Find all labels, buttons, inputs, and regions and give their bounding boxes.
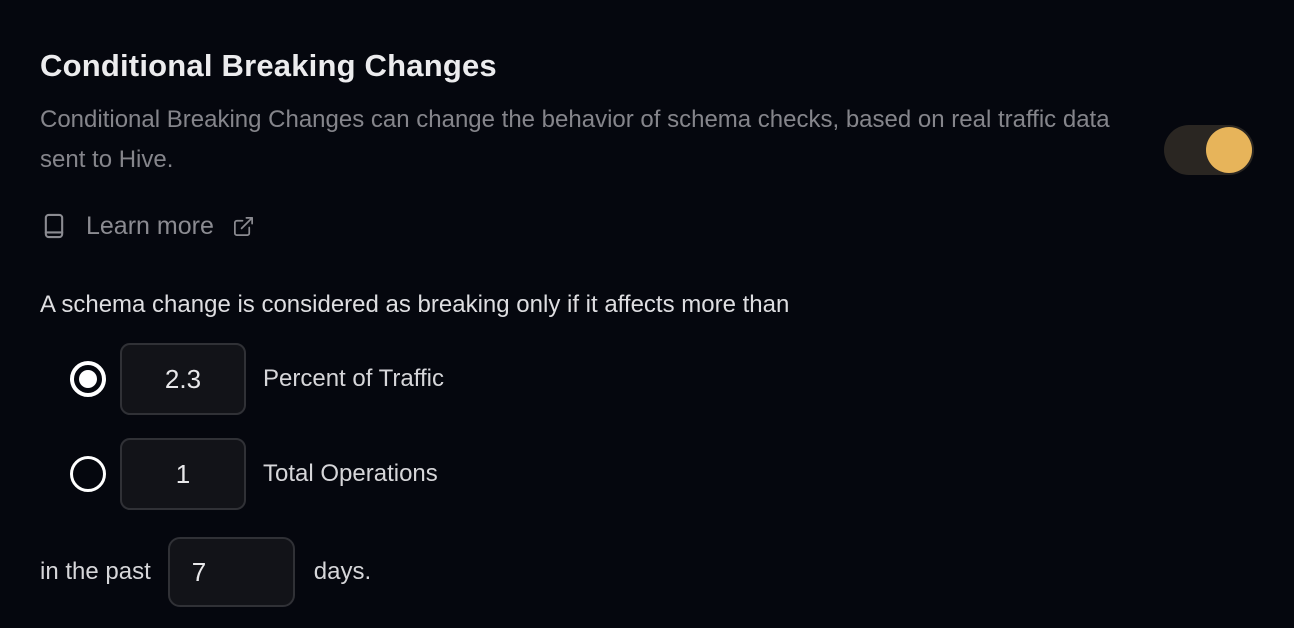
section-title: Conditional Breaking Changes xyxy=(40,48,497,83)
option-row-percent xyxy=(70,343,1254,415)
period-suffix: days. xyxy=(313,558,372,585)
book-icon xyxy=(40,210,68,242)
radio-percent-of-traffic[interactable] xyxy=(70,361,106,397)
option-row-total-operations xyxy=(70,438,1254,510)
percent-of-traffic-input[interactable] xyxy=(120,343,246,415)
toggle-switch[interactable] xyxy=(1164,125,1254,175)
days-input[interactable] xyxy=(168,537,295,607)
rule-sentence: A schema change is considered as breaking only if it affects more than xyxy=(40,291,790,318)
total-operations-input[interactable] xyxy=(120,438,246,510)
period-row xyxy=(40,537,1254,607)
radio-total-operations[interactable] xyxy=(70,456,106,492)
external-link-icon xyxy=(232,215,255,238)
learn-more-link[interactable] xyxy=(40,210,255,242)
header-text xyxy=(40,48,1152,180)
total-operations-label: Total Operations xyxy=(263,460,438,487)
toggle-knob xyxy=(1206,127,1252,173)
section-description: Conditional Breaking Changes can change the behavior of schema checks, based on real traffic data sent to Hive. xyxy=(40,106,1110,173)
section-header xyxy=(40,48,1254,180)
period-prefix: in the past xyxy=(40,558,151,585)
percent-of-traffic-label: Percent of Traffic xyxy=(263,365,444,392)
learn-more-label: Learn more xyxy=(86,211,214,240)
